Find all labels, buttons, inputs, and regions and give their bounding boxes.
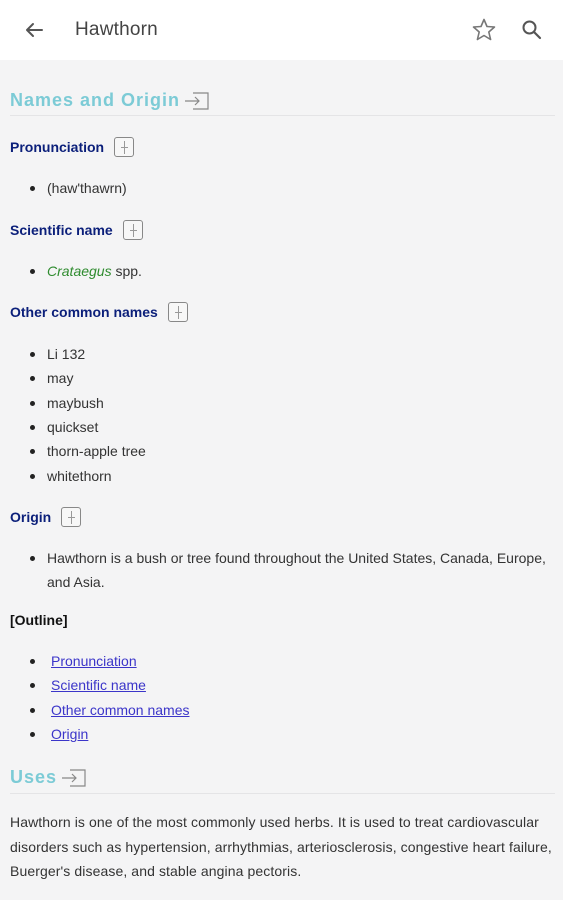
subheading-scientific-name [10, 220, 143, 240]
outline-item [30, 698, 190, 722]
star-outline-icon[interactable] [470, 16, 498, 44]
subheading-label: Other common names [10, 304, 158, 320]
outline-heading [10, 612, 68, 628]
section-divider [10, 793, 555, 794]
scientific-genus: Crataegus [47, 263, 112, 279]
expand-toggle-button[interactable] [168, 302, 188, 322]
list-item: Li 132 [30, 342, 547, 366]
bullet [30, 732, 35, 737]
search-icon[interactable] [519, 17, 545, 43]
subheading-label: Scientific name [10, 222, 113, 238]
outline-link-origin[interactable]: Origin [51, 726, 89, 742]
bullet [30, 186, 35, 191]
list-item: (haw'thawrn) [30, 176, 547, 200]
outline-item [30, 722, 88, 746]
expand-toggle-button[interactable] [114, 137, 134, 157]
subheading-label: Origin [10, 509, 52, 525]
bullet [30, 708, 35, 713]
list-item [30, 259, 547, 283]
bullet [30, 376, 35, 381]
page-title: Hawthorn [75, 19, 158, 40]
section-heading-uses[interactable] [10, 767, 87, 788]
uses-paragraph: Hawthorn is one of the most commonly used herbs. It is used to treat cardiovascular disorders such as hypertension, arrhythmias, arteriosclerosis, congestive heart failure, Buerger's disease, and stable angina pectoris. [10, 814, 552, 879]
section-heading-names-origin[interactable] [10, 90, 210, 111]
bullet [30, 683, 35, 688]
expand-toggle-button[interactable] [123, 220, 143, 240]
outline-link-scientific-name[interactable]: Scientific name [51, 677, 146, 693]
bullet [30, 474, 35, 479]
list-item: Hawthorn is a bush or tree found throughout the United States, Canada, Europe, and Asia. [30, 546, 547, 594]
list-item: quickset [30, 415, 547, 439]
bullet [30, 425, 35, 430]
bullet [30, 556, 35, 561]
section-divider [10, 115, 555, 116]
subheading-other-common-names [10, 302, 188, 322]
monograph-content [0, 60, 563, 900]
bullet [30, 659, 35, 664]
outline-link-pronunciation[interactable]: Pronunciation [51, 653, 137, 669]
subheading-label: Pronunciation [10, 139, 105, 155]
section-heading-label: Uses [10, 767, 58, 787]
bullet [30, 449, 35, 454]
jump-to-section-icon[interactable] [184, 91, 210, 111]
app-bar [0, 0, 563, 60]
list-item: whitethorn [30, 464, 547, 488]
scientific-suffix: spp. [111, 263, 142, 279]
outline-item [30, 673, 146, 697]
subheading-pronunciation [10, 137, 134, 157]
bullet [30, 352, 35, 357]
section-heading-label: Names and Origin [10, 90, 181, 110]
bullet [30, 401, 35, 406]
outline-label: [Outline] [10, 612, 68, 628]
expand-toggle-button[interactable] [61, 507, 81, 527]
list-item: thorn-apple tree [30, 439, 547, 463]
subheading-origin [10, 507, 81, 527]
outline-item [30, 649, 137, 673]
jump-to-section-icon[interactable] [61, 768, 87, 788]
bullet [30, 269, 35, 274]
arrow-left-icon[interactable] [20, 16, 48, 44]
outline-link-other-common-names[interactable]: Other common names [51, 702, 190, 718]
list-item: may [30, 366, 547, 390]
list-item: maybush [30, 391, 547, 415]
